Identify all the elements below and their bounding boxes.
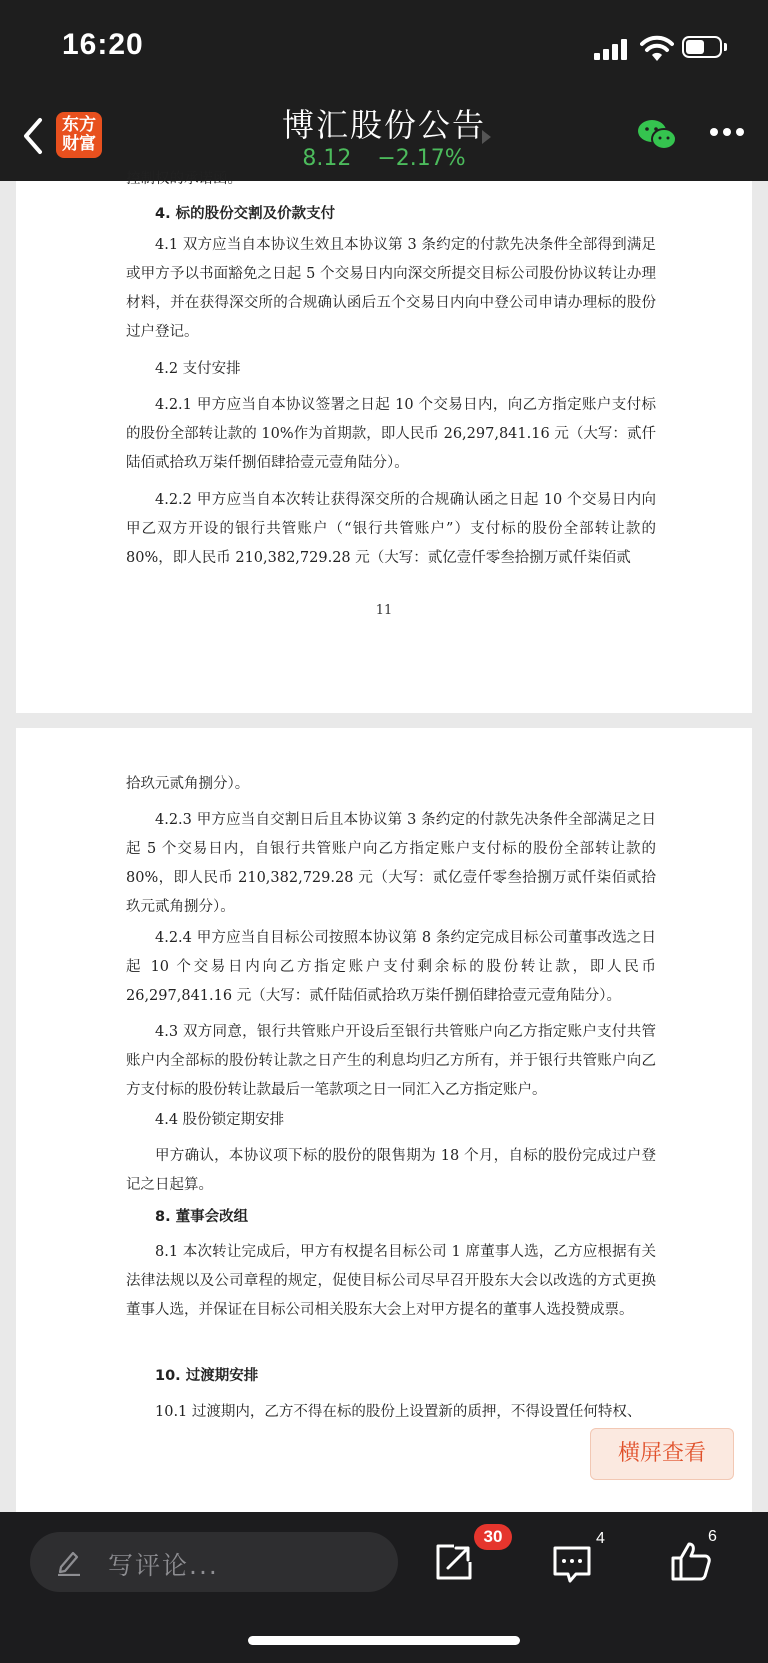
document-page bbox=[16, 171, 752, 713]
cellular-signal-icon bbox=[594, 38, 630, 60]
paragraph: 4.2.2 甲方应当自本次转让获得深交所的合规确认函之日起 10 个交易日内向甲乙双方开设的银行共管账户（“银行共管账户”）支付标的股份全部转让款的 80%，即人民币 210,382,729.28 元（大写：贰亿壹仟零叁拾捌万贰仟柒佰贰 bbox=[126, 492, 656, 566]
paragraph: 4.2.1 甲方应当自本协议签署之日起 10 个交易日内，向乙方指定账户支付标的股份全部转让款的 10%作为首期款，即人民币 26,297,841.16 元（大写：贰仟陆佰贰拾玖万柒仟捌佰肆拾壹元壹角陆分）。 bbox=[126, 397, 656, 471]
section-heading: 4. 标的股份交割及价款支付 bbox=[155, 206, 336, 222]
paragraph: 8.1 本次转让完成后，甲方有权提名目标公司 1 席董事人选，乙方应根据有关法律法规以及公司章程的规定，促使目标公司尽早召开股东大会以改选的方式更换董事人选，并保证在目标公司相关股东大会上对甲方提名的董事人选投赞成票。 bbox=[126, 1244, 656, 1318]
wechat-share-icon[interactable] bbox=[637, 118, 677, 152]
share-icon[interactable] bbox=[434, 1542, 474, 1582]
like-count: 6 bbox=[708, 1528, 717, 1545]
pencil-icon bbox=[56, 1548, 82, 1576]
paragraph: 10.1 过渡期内，乙方不得在标的股份上设置新的质押，不得设置任何特权、 bbox=[155, 1404, 642, 1420]
battery-icon bbox=[682, 36, 728, 60]
home-indicator bbox=[248, 1636, 520, 1645]
stock-price: 8.12 bbox=[302, 146, 352, 171]
title-caret-icon[interactable] bbox=[482, 130, 491, 144]
thumbs-up-icon[interactable] bbox=[670, 1540, 712, 1582]
comment-placeholder: 写评论... bbox=[108, 1551, 219, 1580]
paragraph: 4.4 股份锁定期安排 bbox=[155, 1112, 285, 1128]
bottom-toolbar bbox=[0, 1512, 768, 1663]
page-number: 11 bbox=[375, 603, 393, 618]
app-logo[interactable]: 东方 财富 bbox=[56, 112, 102, 158]
paragraph: 4.2.3 甲方应当自交割日后且本协议第 3 条约定的付款先决条件全部满足之日起 5 个交易日内，自银行共管账户向乙方指定账户支付标的股份全部转让款的 80%，即人民币 210,382,729.28 元（大写：贰亿壹仟零叁拾捌万贰仟柒佰贰拾玖元贰角捌分）。 bbox=[126, 812, 656, 915]
paragraph: 4.2 支付安排 bbox=[155, 361, 241, 377]
paragraph: 4.2.4 甲方应当自目标公司按照本协议第 8 条约定完成目标公司董事改选之日起 10 个交易日内向乙方指定账户支付剩余标的股份转让款，即人民币 26,297,841.16 元（大写：贰仟陆佰贰拾玖万柒仟捌佰肆拾壹元壹角陆分）。 bbox=[126, 930, 656, 1004]
landscape-view-button[interactable]: 横屏查看 bbox=[590, 1428, 734, 1480]
section-heading: 10. 过渡期安排 bbox=[155, 1368, 259, 1384]
comment-count: 4 bbox=[596, 1530, 605, 1547]
wifi-icon bbox=[640, 34, 674, 62]
paragraph: 拾玖元贰角捌分）。 bbox=[126, 776, 250, 792]
document-page bbox=[16, 728, 752, 1512]
more-options-icon[interactable] bbox=[710, 128, 744, 140]
paragraph: 控制权的承诺函。 bbox=[126, 171, 242, 187]
share-count-badge: 30 bbox=[474, 1524, 512, 1550]
stock-change: −2.17% bbox=[377, 146, 466, 171]
paragraph: 4.3 双方同意，银行共管账户开设后至银行共管账户向乙方指定账户支付共管账户内全部标的股份转让款之日产生的利息均归乙方所有，并于银行共管账户向乙方支付标的股份转让款最后一笔款项之日一同汇入乙方指定账户。 bbox=[126, 1024, 656, 1098]
section-heading: 8. 董事会改组 bbox=[155, 1209, 249, 1225]
page-title: 博汇股份公告 bbox=[281, 106, 486, 144]
comment-input[interactable] bbox=[30, 1532, 398, 1592]
status-time: 16:20 bbox=[62, 28, 144, 61]
paragraph: 甲方确认，本协议项下标的股份的限售期为 18 个月，自标的股份完成过户登记之日起算。 bbox=[126, 1148, 656, 1193]
paragraph: 4.1 双方应当自本协议生效且本协议第 3 条约定的付款先决条件全部得到满足或甲方予以书面豁免之日起 5 个交易日内向深交所提交目标公司股份协议转让办理材料，并在获得深交所的合规确认函后五个交易日内向中登公司申请办理标的股份过户登记。 bbox=[126, 237, 656, 340]
comment-icon[interactable] bbox=[552, 1544, 592, 1584]
top-bar bbox=[0, 0, 768, 181]
